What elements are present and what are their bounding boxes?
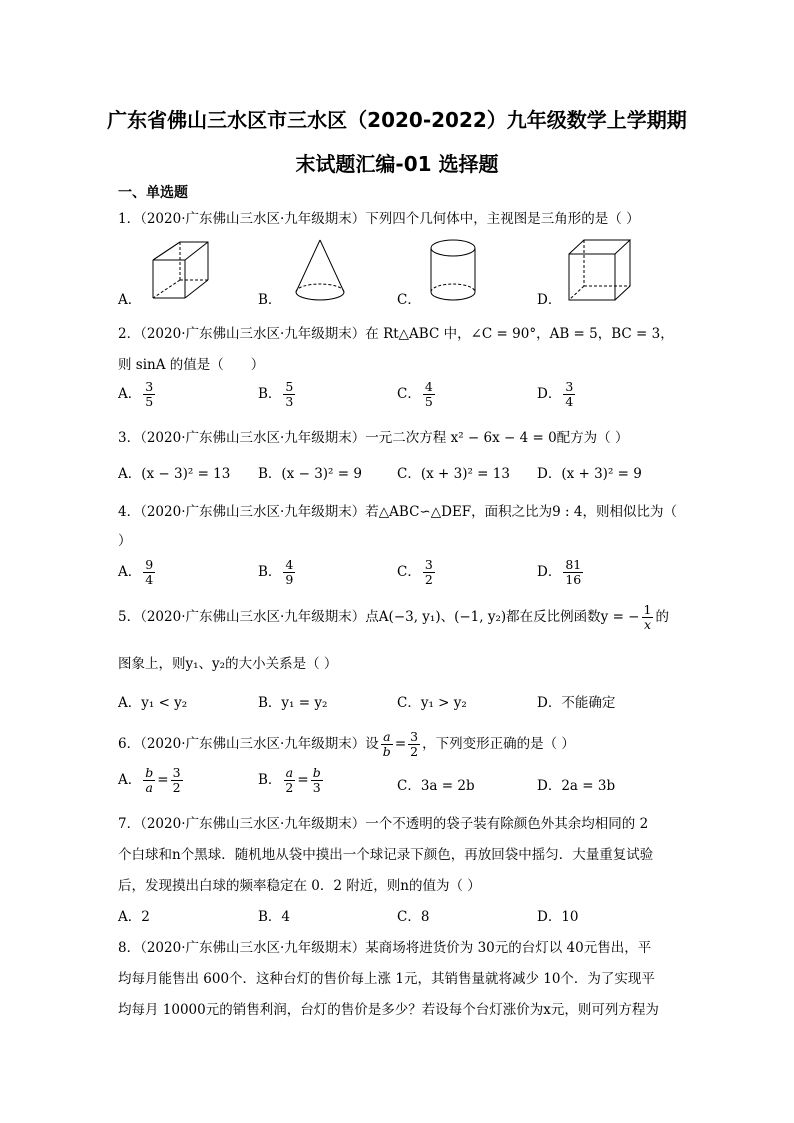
question-4-tail: ） xyxy=(118,533,132,549)
question-text: 点A(−3, y₁)、(−1, y₂)都在反比例函数y = − xyxy=(365,609,640,625)
option-c[interactable]: C． $\frac{4}{5}$ xyxy=(397,379,433,409)
question-3 xyxy=(118,426,628,446)
question-source: （2020·广东佛山三水区·九年级期末） xyxy=(140,816,366,832)
question-text: 若△ABC∽△DEF，面积之比为9 : 4，则相似比为（ xyxy=(365,504,677,520)
question-text: 下列四个几何体中，主视图是三角形的是（ ） xyxy=(365,211,640,227)
question-source: （2020·广东佛山三水区·九年级期末） xyxy=(140,211,366,227)
option-b[interactable]: B． $\frac{a}{2}$ = $\frac{b}{3}$ xyxy=(258,765,321,795)
option-a[interactable]: A． $\frac{b}{a}$ = $\frac{3}{2}$ xyxy=(118,765,181,795)
option-a[interactable]: A．(x − 3)² = 13 xyxy=(118,466,231,482)
question-text: 某商场将进货价为 30元的台灯以 40元售出，平 xyxy=(365,940,652,956)
question-4 xyxy=(118,500,677,520)
question-2-line2: 则 sinA 的值是（ ） xyxy=(118,357,265,373)
option-d[interactable]: D．2a = 3b xyxy=(537,778,616,794)
option-b[interactable]: B．y₁ = y₂ xyxy=(258,695,328,711)
question-text: 在 Rt△ABC 中，∠C = 90°，AB = 5，BC = 3， xyxy=(365,326,674,342)
question-1 xyxy=(118,207,640,227)
option-b[interactable]: B． xyxy=(258,292,282,308)
question-source: （2020·广东佛山三水区·九年级期末） xyxy=(140,430,366,446)
cube-figure xyxy=(566,238,634,304)
question-source: （2020·广东佛山三水区·九年级期末） xyxy=(140,940,366,956)
question-number: 7． xyxy=(118,816,141,832)
option-d[interactable]: D． $\frac{3}{4}$ xyxy=(537,379,574,409)
question-source: （2020·广东佛山三水区·九年级期末） xyxy=(140,504,366,520)
option-a[interactable]: A．y₁ < y₂ xyxy=(118,695,188,711)
page-title-line2: 末试题汇编-01 选择题 xyxy=(295,152,499,176)
option-c[interactable]: C． $\frac{3}{2}$ xyxy=(397,557,433,587)
option-d[interactable]: D． xyxy=(537,292,562,308)
question-source: （2020·广东佛山三水区·九年级期末） xyxy=(140,326,366,342)
option-c[interactable]: C．8 xyxy=(397,909,430,925)
question-number: 3． xyxy=(118,430,141,446)
option-b[interactable]: B． $\frac{5}{3}$ xyxy=(258,379,294,409)
question-8-line2: 均每月能售出 600个．这种台灯的售价每上涨 1元，其销售量就将减少 10个．为了实现平 xyxy=(118,971,655,987)
question-7 xyxy=(118,812,648,832)
option-b[interactable]: B．(x − 3)² = 9 xyxy=(258,466,362,482)
option-c[interactable]: C．(x + 3)² = 13 xyxy=(397,466,510,482)
question-number: 1． xyxy=(118,211,141,227)
triangular-prism-figure xyxy=(150,240,230,302)
question-7-line3: 后，发现摸出白球的频率稳定在 0．2 附近，则n的值为（ ） xyxy=(118,878,481,894)
question-text: 一元二次方程 x² − 6x − 4 = 0配方为（ ） xyxy=(365,430,629,446)
question-number: 6． xyxy=(118,736,141,752)
question-8-line3: 均每月 10000元的销售利润，台灯的售价是多少？若设每个台灯涨价为x元，则可列方程为 xyxy=(118,1002,659,1018)
cylinder-figure xyxy=(425,238,481,304)
question-7-line2: 个白球和n个黑球．随机地从袋中摸出一个球记录下颜色，再放回袋中摇匀．大量重复试验 xyxy=(118,847,654,863)
question-2 xyxy=(118,322,674,342)
question-number: 5． xyxy=(118,609,141,625)
option-a[interactable]: A． $\frac{9}{4}$ xyxy=(118,557,154,587)
page-title-line1: 广东省佛山三水区市三水区（2020-2022）九年级数学上学期期 xyxy=(107,108,687,132)
option-d[interactable]: D． $\frac{81}{16}$ xyxy=(537,557,582,587)
option-b[interactable]: B． $\frac{4}{9}$ xyxy=(258,557,294,587)
option-a[interactable]: A． $\frac{3}{5}$ xyxy=(118,379,154,409)
question-source: （2020·广东佛山三水区·九年级期末） xyxy=(140,609,366,625)
question-6: 6．（2020·广东佛山三水区·九年级期末）设 $\frac{a}{b}$ = $\frac{3}{2}$ ，下列变形正确的是（ ） xyxy=(118,729,575,759)
question-8 xyxy=(118,936,651,956)
option-a[interactable]: A． xyxy=(118,292,142,308)
question-number: 2． xyxy=(118,326,141,342)
section-heading: 一、单选题 xyxy=(118,185,188,201)
option-b[interactable]: B．4 xyxy=(258,909,291,925)
option-c[interactable]: C．3a = 2b xyxy=(397,778,475,794)
question-text: 一个不透明的袋子装有除颜色外其余均相同的 2 xyxy=(365,816,649,832)
option-d[interactable]: D．(x + 3)² = 9 xyxy=(537,466,642,482)
question-number: 8． xyxy=(118,940,141,956)
question-5-line2: 图象上，则y₁、y₂的大小关系是（ ） xyxy=(118,656,338,672)
option-d[interactable]: D．10 xyxy=(537,909,579,925)
question-5: 5．（2020·广东佛山三水区·九年级期末）点A(−3, y₁)、(−1, y₂)都在反比例函数y = − $\frac{1}{x}$ 的 xyxy=(118,602,669,632)
option-d[interactable]: D．不能确定 xyxy=(537,695,616,711)
option-c[interactable]: C． xyxy=(397,292,421,308)
option-a[interactable]: A．2 xyxy=(118,909,150,925)
cone-figure xyxy=(292,238,348,304)
question-number: 4． xyxy=(118,504,141,520)
question-source: （2020·广东佛山三水区·九年级期末） xyxy=(140,736,366,752)
option-c[interactable]: C．y₁ > y₂ xyxy=(397,695,467,711)
